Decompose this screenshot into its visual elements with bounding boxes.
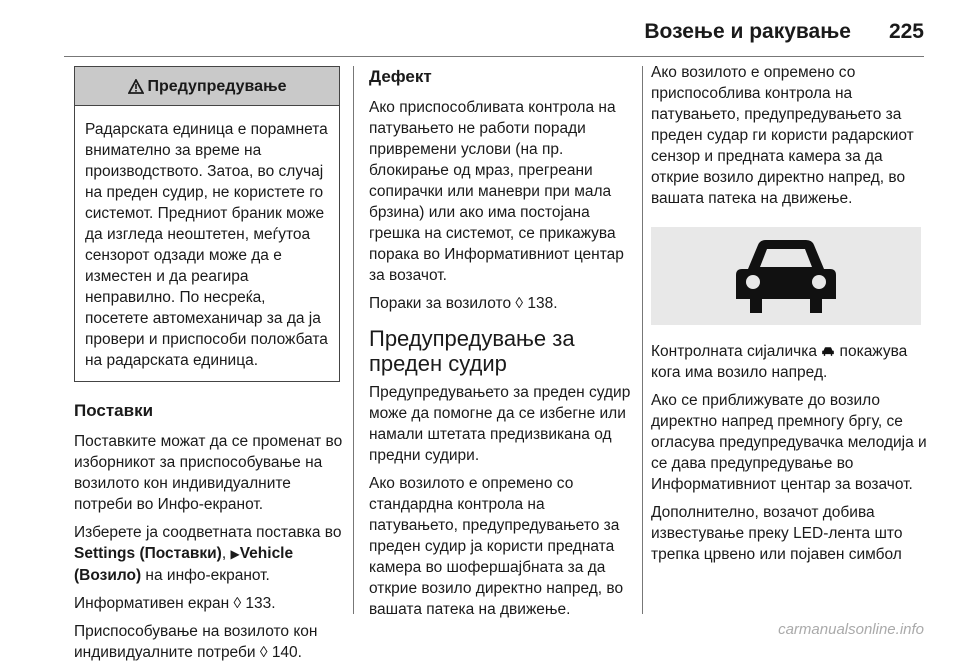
col3-p2: Контролната сијаличка покажува кога има возило напред. <box>651 343 908 381</box>
column-divider <box>642 66 643 614</box>
vehicle-ahead-illustration <box>651 227 921 325</box>
settings-heading: Поставки <box>74 401 154 420</box>
warning-title: Предупредување <box>147 77 287 95</box>
settings-p2: Изберете ја соодветната поставка во Settings (Поставки), ▶Vehicle (Возило) на инфо-екранот. <box>74 524 342 584</box>
collision-heading: Предупредување за преден судир <box>369 326 575 376</box>
page-number: 225 <box>888 20 924 43</box>
warning-header <box>75 67 339 106</box>
warning-box <box>74 66 340 382</box>
warning-triangle-icon <box>128 79 144 94</box>
header-title: Возење и ракување <box>644 20 851 43</box>
column-3 <box>651 62 931 572</box>
col3-p3: Ако се приближувате до возило директно напред премногу бргу, се огласува предупредувачка мелодија и се дава предупредување во Информативниот центар за возачот. <box>651 392 927 493</box>
column-divider <box>353 66 354 614</box>
settings-p3: Информативен екран ◊ 133. <box>74 595 276 612</box>
fault-p1: Ако приспособливата контрола на патувањето не работи поради привремени услови (на пр. блокирање од мраз, прегреани сопирачки или маневри при мала брзина) или ако има постојана грешка на системот, се прикажува порака во Информативниот центар за возачот. <box>369 99 624 284</box>
settings-menu-label: Settings (Поставки) <box>74 545 222 562</box>
fault-heading: Дефект <box>369 67 432 86</box>
page-header <box>644 20 924 44</box>
vehicle-ahead-icon <box>726 235 846 317</box>
collision-p2: Ако возилото е опремено со стандардна контрола на патувањето, предупредувањето за преден судир ја користи предната камера во шофершајбната за да открие возило директно напред, во вашата патека на движење. <box>369 475 624 618</box>
arrow-icon: ▶ <box>230 547 240 561</box>
col3-p4: Дополнително, возачот добива известување преку LED-лента што трепка црвено или појавен симбол <box>651 504 903 563</box>
column-1 <box>74 62 346 670</box>
collision-p1: Предупредувањето за преден судир може да помогне да се избегне или намали штетата предизвикана од предни судири. <box>369 384 631 464</box>
warning-text: Радарската единица е порамнета внимателно за време на производството. Затоа, во случај на преден судир, не користете го системот. Предниот браник може да изгледа неоштетен, меѓутоа сензорот одзади може да е изместен и да реагира неправилно. По несреќа, посетете автомеханичар за да ја провери и приспособи положбата на радарската единица. <box>85 121 328 369</box>
vehicle-indicator-icon <box>821 346 835 357</box>
fault-p2: Пораки за возилото ◊ 138. <box>369 295 558 312</box>
col3-p1: Ако возилото е опремено со приспособлива контрола на патувањето, предупредувањето за преден судар ги користи радарскиот сензор и предната камера за да открие возило директно напред, во вашата патека на движење. <box>651 64 914 207</box>
settings-p4: Приспособување на возилото кон индивидуалните потреби ◊ 140. <box>74 623 318 661</box>
vehicle-menu-label: Vehicle (Возило) <box>74 545 294 584</box>
header-rule <box>64 56 924 57</box>
column-2 <box>369 62 633 627</box>
settings-p1: Поставките можат да се променат во изборникот за приспособување на возилото кон индивидуалните потреби во Инфо-екранот. <box>74 433 343 513</box>
watermark: carmanualsonline.info <box>778 621 924 638</box>
